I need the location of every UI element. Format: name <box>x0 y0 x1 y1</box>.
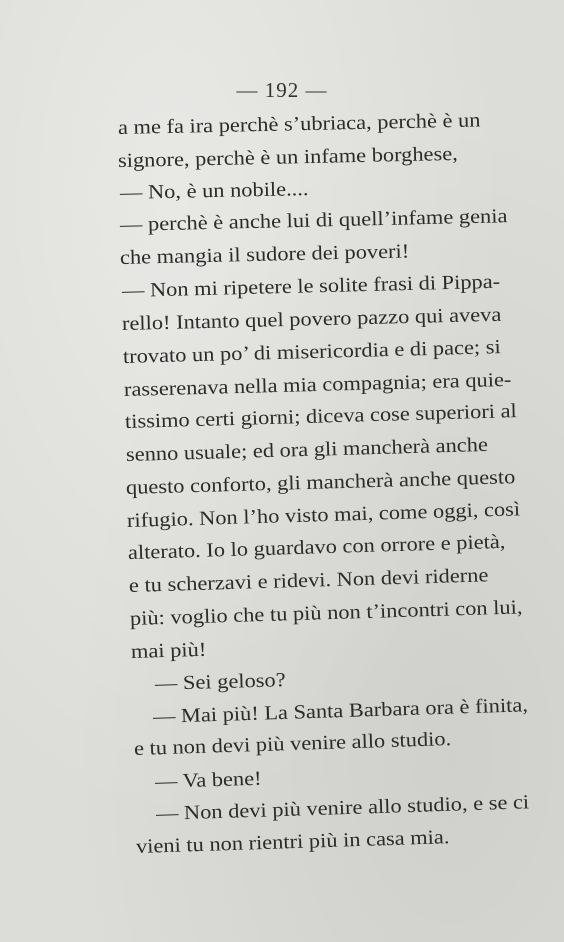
text-line: senno usuale; ed ora gli mancherà anche <box>125 433 489 466</box>
text-line: — Mai più! La Santa Barbara ora è finita, <box>152 694 529 728</box>
text-line: questo conforto, gli mancherà anche questo <box>125 466 516 499</box>
text-line: trovato un po’ di misericordia e di pace; si <box>122 336 501 368</box>
text-line: tissimo certi giorni; diceva cose superiori al <box>124 400 518 433</box>
text-line: alterato. Io lo guardavo con orrore e pietà, <box>127 530 506 564</box>
text-line: rifugio. Non l’ho visto mai, come oggi, così <box>126 498 521 532</box>
text-line: signore, perchè è un infame borghese, <box>117 142 458 172</box>
text-line: vieni tu non rientri più in casa mia. <box>135 826 450 858</box>
text-line: rello! Intanto quel povero pazzo qui aveva <box>121 303 502 335</box>
text-line: e tu scherzavi e ridevi. Non devi riderne <box>128 564 489 597</box>
text-line: — No, è un nobile.... <box>119 178 309 204</box>
text-line: — perchè è anche lui di quell’infame genia <box>119 205 508 236</box>
text-line: a me fa ira perchè s’ubriaca, perchè è un <box>117 109 481 139</box>
text-line: e tu non devi più venire allo studio. <box>133 728 452 760</box>
text-line: più: voglio che tu più non t’incontri con lui, <box>129 596 523 630</box>
page-number: — 192 — <box>236 78 328 102</box>
text-line: — Sei geloso? <box>154 669 286 695</box>
text-line: — Non devi più venire allo studio, e se ci <box>155 791 530 825</box>
text-line: mai più! <box>130 638 207 663</box>
text-line: che mangia il sudore dei poveri! <box>119 240 410 269</box>
text-line: — Va bene! <box>154 767 262 793</box>
text-line: — Non mi ripetere le solite frasi di Pippa- <box>121 270 501 302</box>
text-line: rasserenava nella mia compagnia; era quie- <box>123 368 512 401</box>
